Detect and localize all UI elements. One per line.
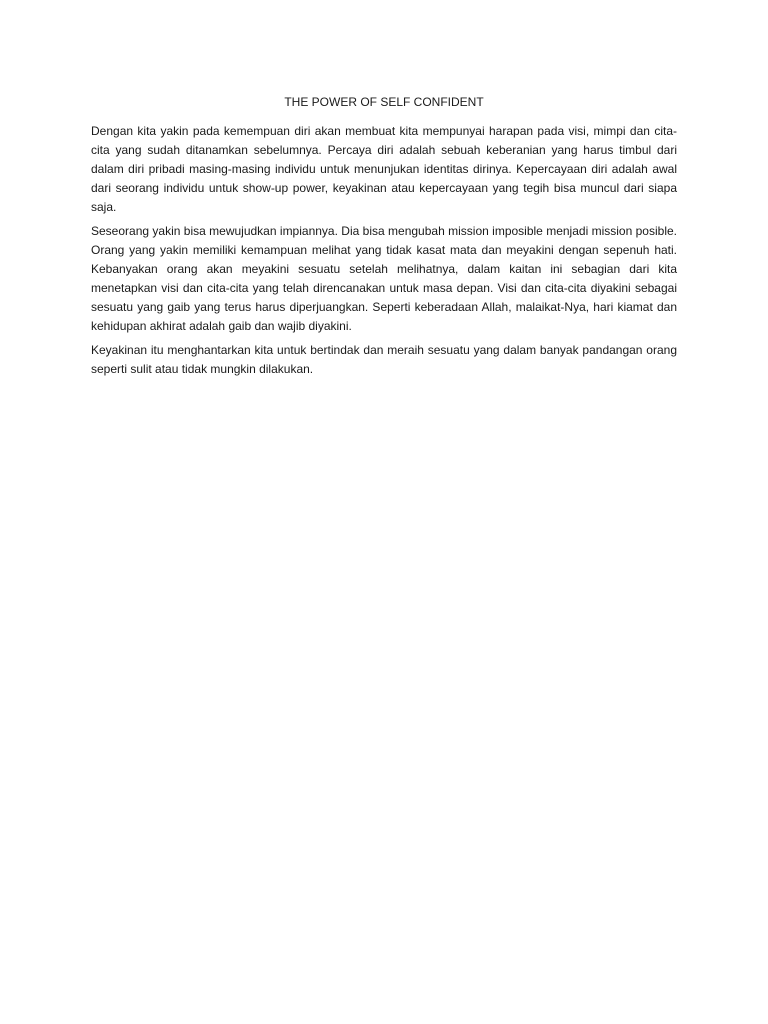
paragraph-3: Keyakinan itu menghantarkan kita untuk bertindak dan meraih sesuatu yang dalam banyak pandangan orang seperti sulit atau tidak mungkin dilakukan. — [91, 343, 677, 376]
document-body — [91, 95, 677, 384]
paragraph-2: Seseorang yakin bisa mewujudkan impiannya. Dia bisa mengubah mission imposible menjadi mission posible. Orang yang yakin memiliki kemampuan melihat yang tidak kasat mata dan meyakini dengan sepenuh hati. Kebanyakan orang akan meyakini sesuatu setelah melihatnya, dalam kaitan ini sebagian dari kita menetapkan visi dan cita-cita yang telah direncanakan untuk masa depan. Visi dan cita-cita diyakini sebagai sesuatu yang gaib yang terus harus diperjuangkan. Seperti keberadaan Allah, malaikat-Nya, hari kiamat dan kehidupan akhirat adalah gaib dan wajib diyakini. — [91, 224, 677, 333]
document-title: THE POWER OF SELF CONFIDENT — [284, 95, 484, 109]
paragraph-1: Dengan kita yakin pada kemempuan diri akan membuat kita mempunyai harapan pada visi, mimpi dan cita-cita yang sudah ditanamkan sebelumnya. Percaya diri adalah sebuah keberanian yang harus timbul dari dalam diri pribadi masing-masing individu untuk menunjukan identitas dirinya. Kepercayaan diri adalah awal dari seorang individu untuk show-up power, keyakinan atau kepercayaan yang tegih bisa muncul dari siapa saja. — [91, 124, 677, 214]
